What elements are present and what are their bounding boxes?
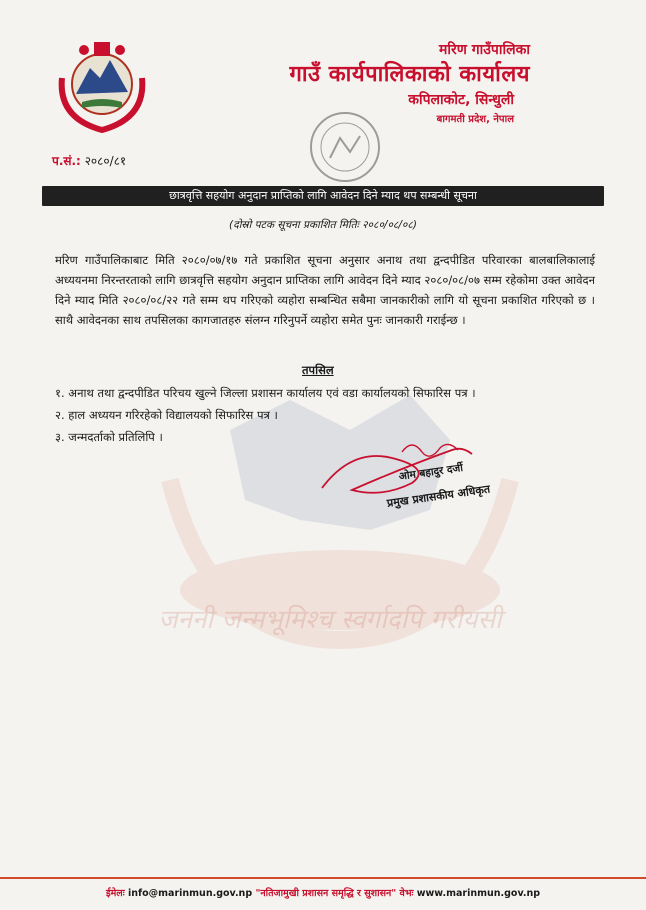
web-label: वेभः [399, 888, 414, 899]
footer-slogan: "नतिजामुखी प्रशासन समृद्धि र सुशासन" [255, 888, 397, 899]
office-location: कपिलाकोट, सिन्धुली [408, 92, 514, 108]
list-heading: तपसिल [302, 363, 334, 377]
email-link[interactable]: info@marinmun.gov.np [127, 888, 253, 899]
office-name: गाउँ कार्यपालिकाको कार्यालय [289, 62, 530, 87]
office-seal-icon [300, 108, 390, 186]
website-link[interactable]: www.marinmun.gov.np [416, 888, 541, 899]
reference-value: २०८०/८१ [84, 154, 127, 168]
email-label: ईमेलः [105, 888, 125, 899]
office-province: बागमती प्रदेश, नेपाल [436, 114, 514, 125]
notice-subtitle: (दोस्रो पटक सूचना प्रकाशित मितिः २०८०/०८/०८) [229, 219, 417, 231]
notice-title: छात्रवृत्ति सहयोग अनुदान प्राप्तिको लागि आवेदन दिने म्याद थप सम्बन्धी सूचना [42, 186, 604, 206]
list-item: १. अनाथ तथा द्वन्दपीडित परिचय खुल्ने जिल्ला प्रशासन कार्यालय एवं वडा कार्यालयको सिफारिस पत्र । [55, 386, 476, 400]
watermark-motto: जननी जन्मभूमिश्च स्वर्गादपि गरीयसी [158, 605, 502, 635]
list-item: ३. जन्मदर्ताको प्रतिलिपि । [55, 430, 163, 444]
footer-rule [0, 877, 646, 879]
notice-body: मरिण गाउँपालिकाबाट मिति २०८०/०७/१७ गते प्रकाशित सूचना अनुसार अनाथ तथा द्वन्दपीडित परिवारका बालबालिकालाई अध्ययनमा निरन्तरताको लागि छात्रवृत्ति सहयोग अनुदान प्राप्तिका लागि आवेदन दिने म्याद २०८०/०८/०७ सम्म रहेकोमा उक्त आवेदन दिने म्याद मिति २०८०/०८/२२ गते सम्म थप गरिएको व्यहोरा सम्बन्धित सबैमा जानकारीको लागि यो सूचना प्रकाशित गरिएको छ । साथै आवेदनका साथ तपसिलका कागजातहरु संलग्न गरिनुपर्ने व्यहोरा समेत पुनः जानकारी गराईन्छ । [55, 253, 596, 327]
municipality-name: मरिण गाउँपालिका [439, 42, 530, 58]
signatory-name: ओम बहादुर दर्जी [398, 462, 464, 483]
reference-label: प.सं.: [52, 154, 81, 168]
nepal-emblem-icon [52, 38, 152, 134]
footer [0, 886, 646, 899]
reference-number [52, 152, 126, 169]
signatory-title: प्रमुख प्रशासकीय अधिकृत [386, 482, 491, 510]
list-item: २. हाल अध्ययन गरिरहेको विद्यालयको सिफारिस पत्र । [55, 408, 278, 422]
